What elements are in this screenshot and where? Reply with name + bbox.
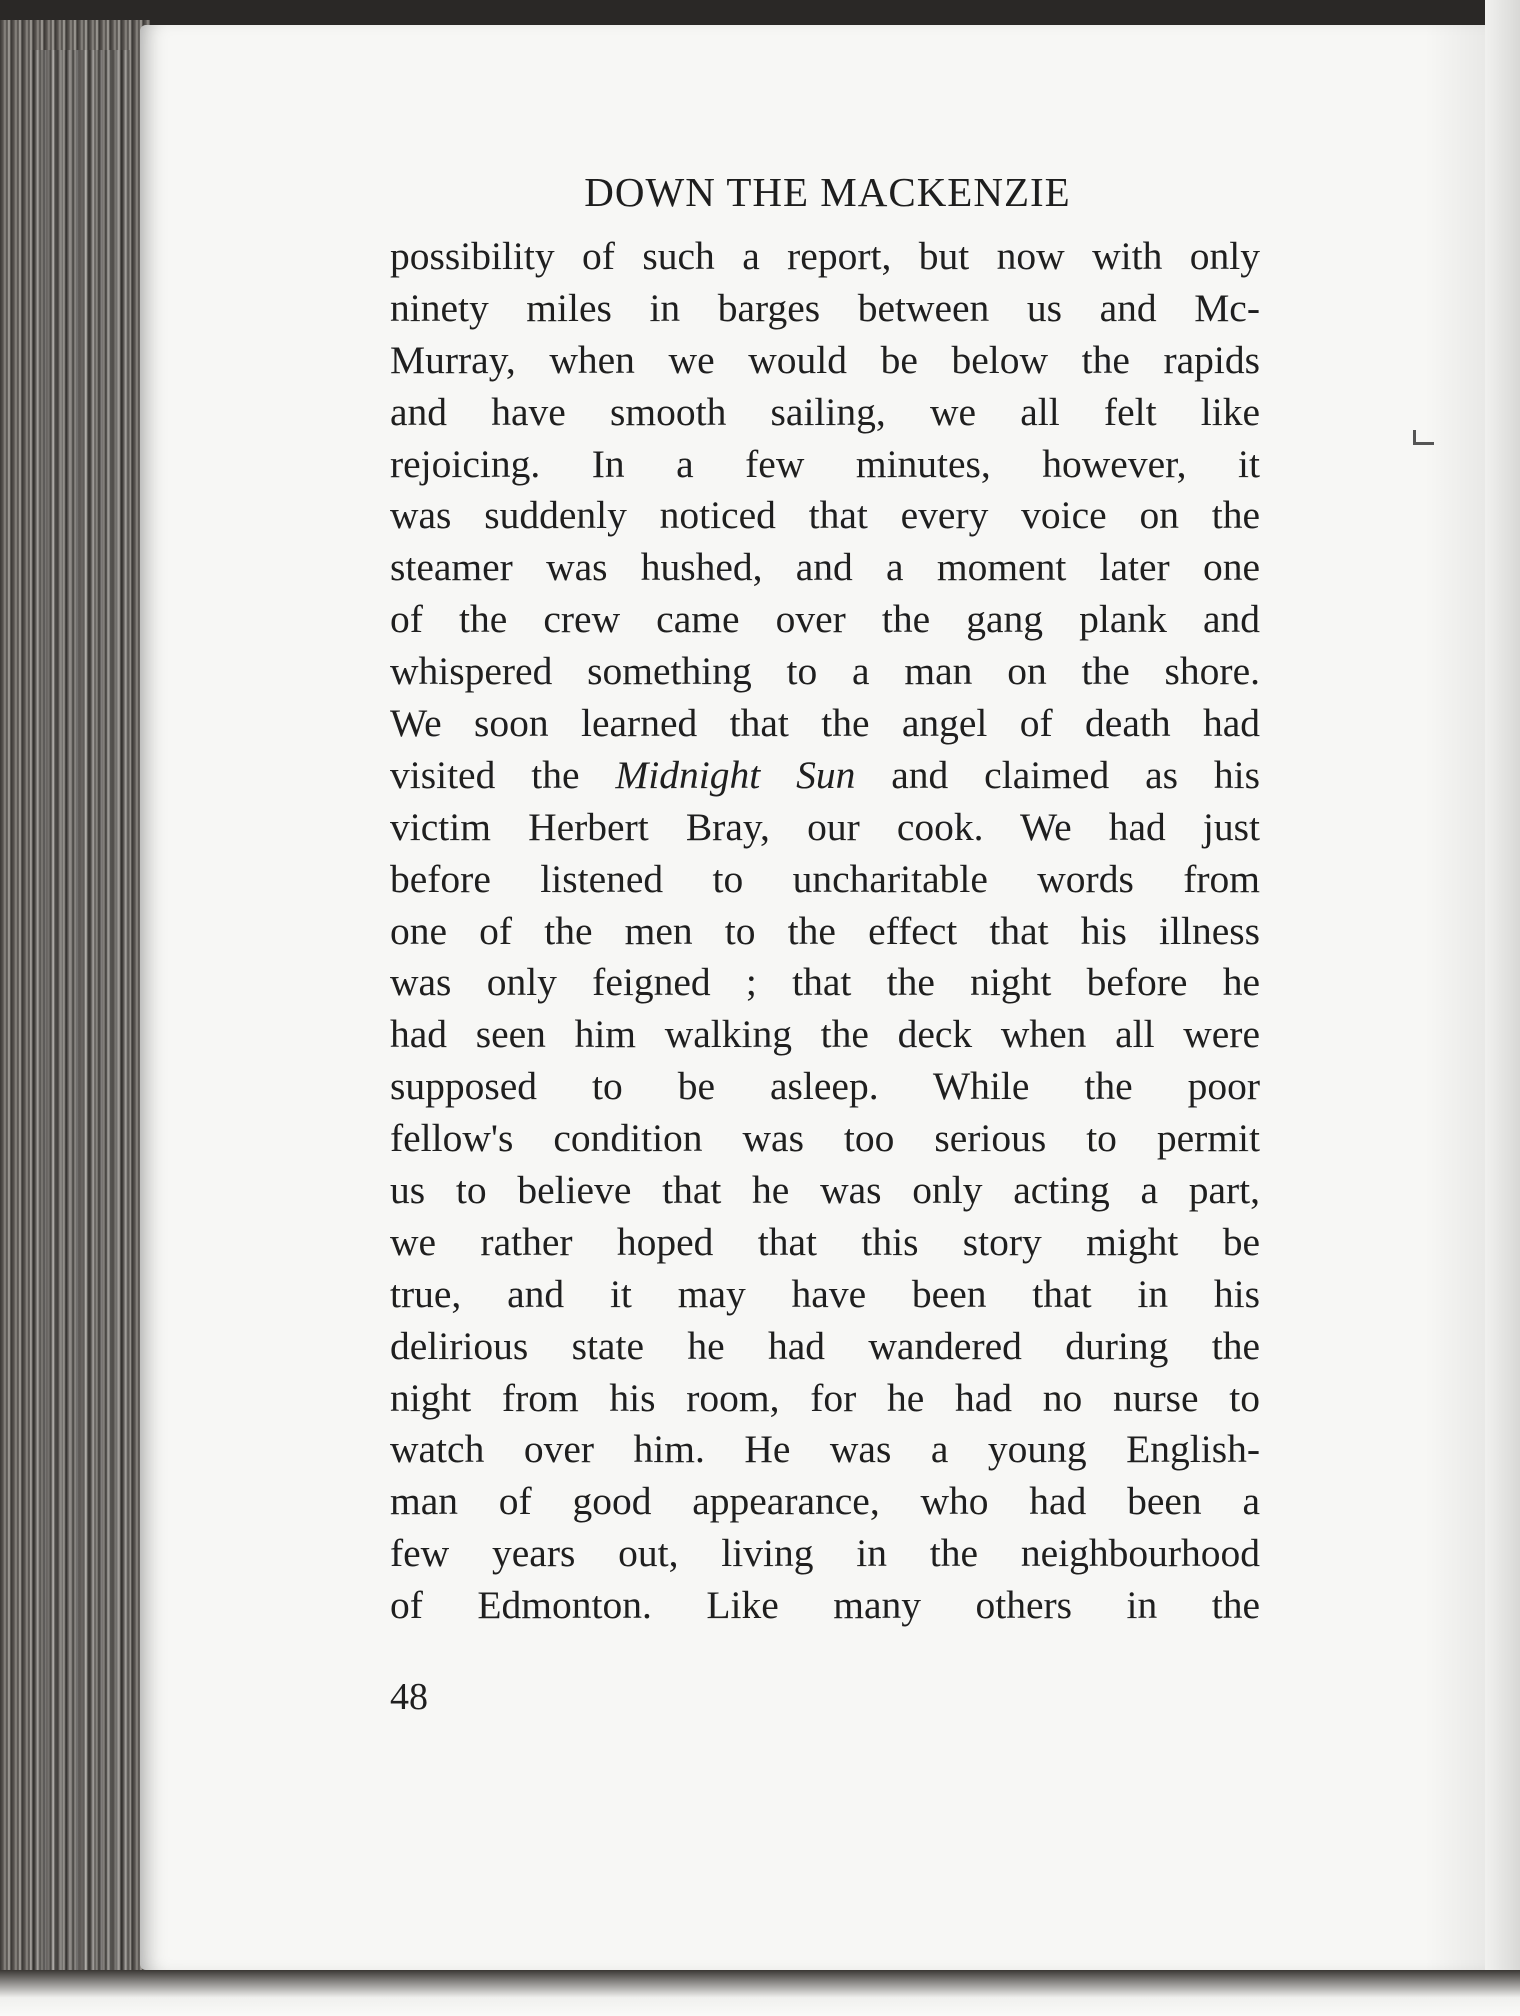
bottom-page-edge: [0, 1970, 1520, 2016]
text-line: [390, 750, 1260, 802]
text-line: true, and it may have been that in his: [390, 1271, 1260, 1316]
text-line: man of good appearance, who had been a: [390, 1479, 1260, 1524]
text-line: rejoicing. In a few minutes, however, it: [390, 441, 1260, 486]
text-line: we rather hoped that this story might be: [390, 1219, 1260, 1264]
text-line: of the crew came over the gang plank and: [390, 597, 1260, 642]
text-line: Murray, when we would be below the rapids: [390, 337, 1260, 382]
text-line: night from his room, for he had no nurse to: [390, 1375, 1260, 1420]
margin-mark: [1413, 430, 1434, 445]
book-page-edges-texture: [30, 50, 130, 1980]
right-margin-edge: [1485, 0, 1520, 2016]
text-fragment: visited the: [390, 752, 616, 797]
text-line: was suddenly noticed that every voice on the: [390, 493, 1260, 538]
page-shadow: [1425, 25, 1485, 1970]
text-line: victim Herbert Bray, our cook. We had just: [390, 804, 1260, 849]
text-line: one of the men to the effect that his illness: [390, 908, 1260, 953]
text-line: and have smooth sailing, we all felt like: [390, 389, 1260, 434]
text-line: fellow's condition was too serious to permit: [390, 1116, 1260, 1161]
book-page-edges: [0, 20, 150, 2016]
text-line: We soon learned that the angel of death had: [390, 701, 1260, 746]
text-line: few years out, living in the neighbourhood: [390, 1531, 1260, 1576]
running-head: DOWN THE MACKENZIE: [584, 169, 1071, 215]
text-line: before listened to uncharitable words from: [390, 856, 1260, 901]
page-number: 48: [390, 1676, 428, 1718]
text-line: whispered something to a man on the shore.: [390, 649, 1260, 694]
italic-title: Midnight Sun: [615, 752, 856, 797]
text-line: had seen him walking the deck when all were: [390, 1012, 1260, 1057]
text-line: us to believe that he was only acting a part,: [390, 1168, 1260, 1213]
text-line: steamer was hushed, and a moment later one: [390, 545, 1260, 590]
text-line: of Edmonton. Like many others in the: [390, 1583, 1260, 1628]
text-line: delirious state he had wandered during the: [390, 1323, 1260, 1368]
text-line: was only feigned ; that the night before he: [390, 960, 1260, 1005]
text-line: ninety miles in barges between us and Mc-: [390, 285, 1260, 330]
text-line: supposed to be asleep. While the poor: [390, 1064, 1260, 1109]
text-line: watch over him. He was a young English-: [390, 1427, 1260, 1472]
body-text: [390, 231, 1260, 1632]
text-line: possibility of such a report, but now with only: [390, 234, 1260, 278]
text-fragment: and claimed as his: [855, 752, 1260, 797]
